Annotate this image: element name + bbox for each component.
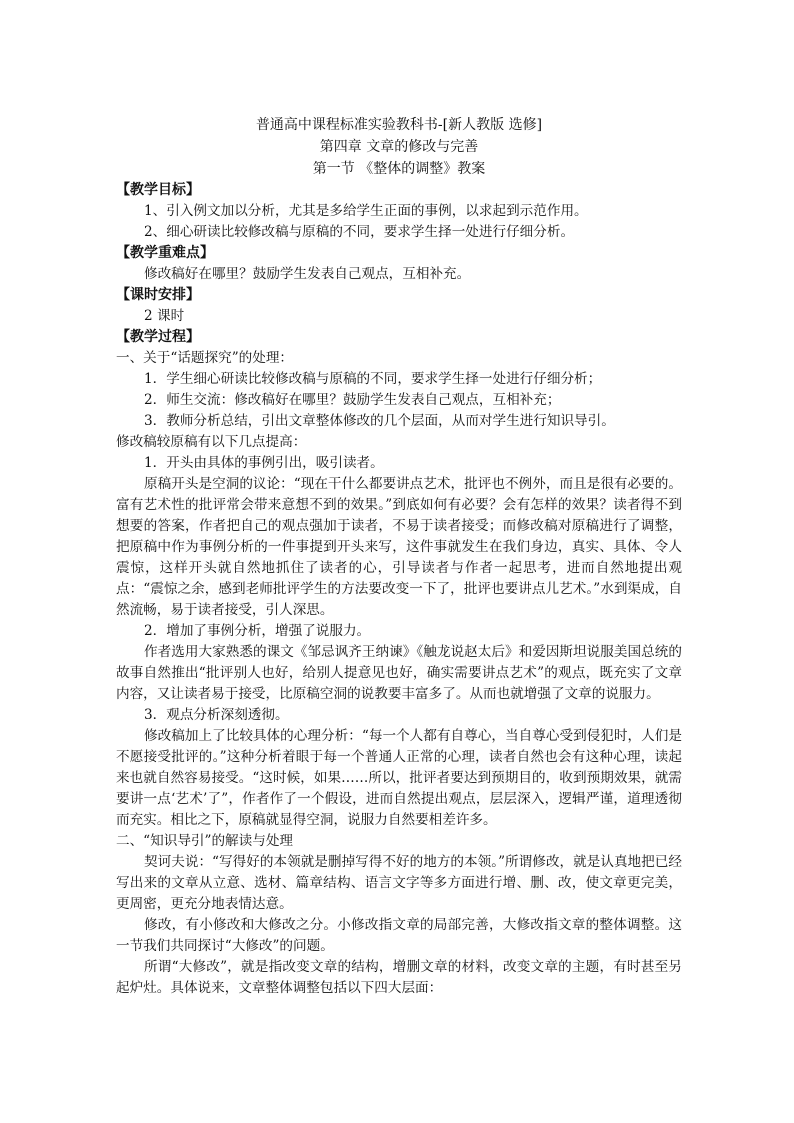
goal-item-2: 2、细心研读比较修改稿与原稿的不同，要求学生择一处进行仔细分析。: [144, 224, 575, 240]
section-title: 第一节 《整体的调整》教案: [312, 161, 486, 177]
point-2-body: 作者选用大家熟悉的课文《邹忌讽齐王纳谏》《触龙说赵太后》和爱因斯坦说服美国总统的故事自然推出“批评别人也好，给别人提意见也好，确实需要讲点艺术”的观点，既充实了文章内容，又让读者易于接受，比原稿空洞的说教要丰富多了。从而也就增强了文章的说服力。: [116, 644, 682, 702]
improvement-intro: 修改稿较原稿有以下几点提高：: [116, 434, 307, 450]
chapter-title: 第四章 文章的修改与完善: [319, 139, 479, 155]
point-3-title: 3．观点分析深刻透彻。: [144, 707, 289, 723]
key-heading: 【教学重难点】: [116, 245, 214, 261]
knowledge-para-2: 修改，有小修改和大修改之分。小修改指文章的局部完善，大修改指文章的整体调整。这一节我们共同探讨“大修改”的问题。: [116, 917, 682, 954]
section-1-heading: 一、关于“话题探究”的处理：: [116, 350, 294, 366]
point-3-body: 修改稿加上了比较具体的心理分析：“每一个人都有自尊心，当自尊心受到侵犯时，人们是不愿接受批评的。”这种分析着眼于每一个普通人正常的心理，读者自然也会有这种心理，读起来也就自然容易接受。“这时候，如果……所以，批评者要达到预期目的，收到预期效果，就需要讲一点‘艺术’了”，作者作了一个假设，进而自然提出观点，层层深入，逻辑严谨，道理透彻而充实。相比之下，原稿就显得空洞，说服力自然要相差许多。: [116, 728, 682, 828]
goals-heading: 【教学目标】: [116, 182, 200, 198]
document-title: 普通高中课程标准实验教科书-[新人教版 选修]: [255, 117, 543, 133]
schedule-text: 2 课时: [144, 308, 185, 324]
step-3: 3．教师分析总结，引出文章整体修改的几个层面，从而对学生进行知识导引。: [144, 413, 615, 429]
knowledge-para-1: 契诃夫说：“写得好的本领就是删掉写得不好的地方的本领。”所谓修改，就是认真地把已经写出来的文章从立意、选材、篇章结构、语言文字等多方面进行增、删、改，使文章更完美，更周密，更充分地表情达意。: [116, 854, 682, 912]
point-2-title: 2．增加了事例分析，增强了说服力。: [144, 623, 371, 639]
step-1: 1．学生细心研读比较修改稿与原稿的不同，要求学生择一处进行仔细分析；: [144, 371, 602, 387]
point-1-body: 原稿开头是空洞的议论：“现在干什么都要讲点艺术，批评也不例外，而且是很有必要的。富有艺术性的批评常会带来意想不到的效果。”到底如何有必要？会有怎样的效果？读者得不到想要的答案，作者把自己的观点强加于读者，不易于读者接受；而修改稿对原稿进行了调整，把原稿中作为事例分析的一件事提到开头来写，这件事就发生在我们身边，真实、具体、令人震惊，这样开头就自然地抓住了读者的心，引导读者与作者一起思考，进而自然地提出观点：“震惊之余，感到老师批评学生的方法要改变一下了，批评也要讲点儿艺术。”水到渠成，自然流畅，易于读者接受，引人深思。: [116, 476, 682, 618]
section-2-heading: 二、“知识导引”的解读与处理: [116, 833, 294, 849]
point-1-title: 1．开头由具体的事例引出，吸引读者。: [144, 455, 384, 471]
key-text: 修改稿好在哪里？鼓励学生发表自己观点，互相补充。: [144, 266, 471, 282]
schedule-heading: 【课时安排】: [116, 287, 200, 303]
goal-item-1: 1、引入例文加以分析，尤其是多给学生正面的事例，以求起到示范作用。: [144, 203, 588, 219]
knowledge-para-3: 所谓“大修改”，就是指改变文章的结构，增删文章的材料，改变文章的主题，有时甚至另起炉灶。具体说来，文章整体调整包括以下四大层面：: [116, 959, 682, 996]
step-2: 2．师生交流：修改稿好在哪里？鼓励学生发表自己观点，互相补充；: [144, 392, 561, 408]
document-page: [116, 114, 682, 999]
process-heading: 【教学过程】: [116, 329, 200, 345]
